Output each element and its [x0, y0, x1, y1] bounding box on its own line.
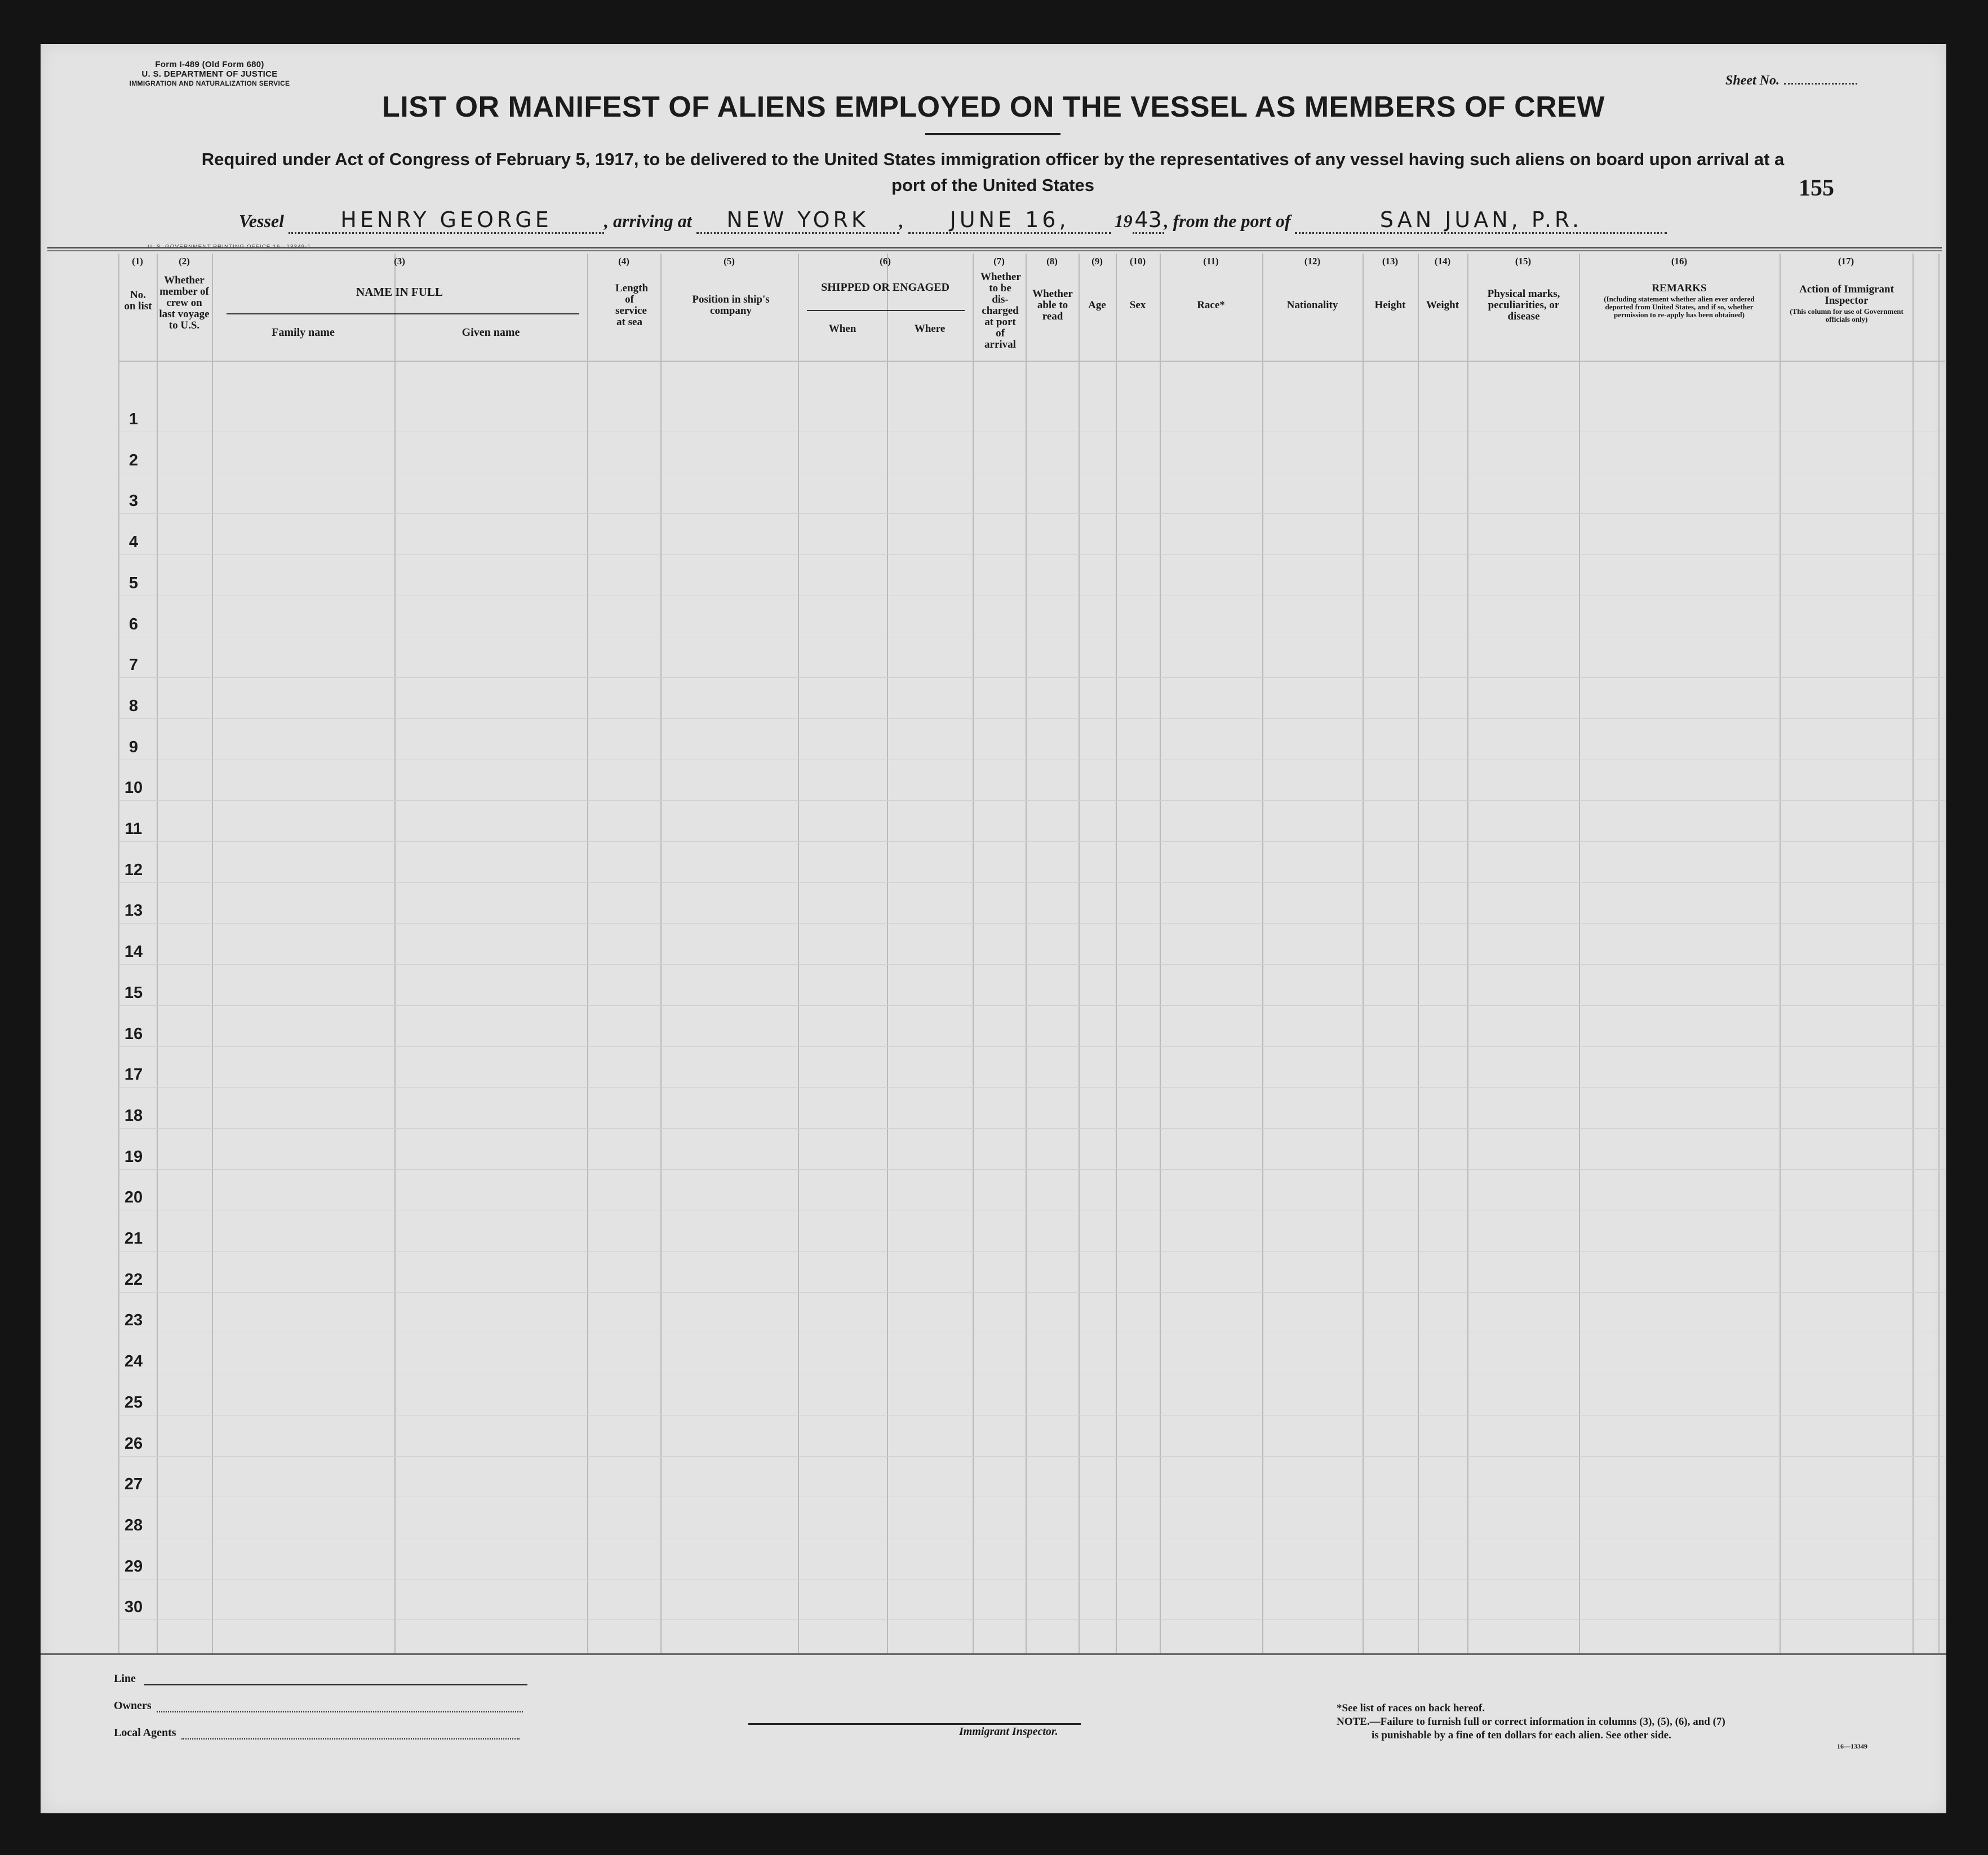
shipped-header-rule [807, 310, 965, 311]
arrival-year-field[interactable]: 43 [1133, 207, 1164, 234]
row-number: 19 [124, 1148, 143, 1166]
penalty-note-line-2: is punishable by a fine of ten dollars for each alien. See other side. [1372, 1729, 1671, 1741]
row-number: 9 [128, 738, 139, 756]
row-number: 21 [124, 1230, 143, 1248]
column-number: (5) [724, 256, 735, 267]
column-divider [212, 254, 213, 1654]
header-given-name: Given name [462, 326, 520, 339]
column-number: (7) [993, 256, 1005, 267]
stamp-number: 155 [1799, 175, 1834, 201]
table-row[interactable] [119, 1619, 1945, 1620]
page-subtitle [119, 147, 1866, 198]
department-name: U. S. DEPARTMENT OF JUSTICE [141, 69, 278, 79]
form-number: Form I-489 (Old Form 680) [155, 60, 264, 69]
row-number: 12 [124, 861, 143, 879]
header-physical-marks: Physical marks, peculiarities, or disease [1487, 288, 1560, 322]
column-divider [1579, 254, 1580, 1654]
header-remarks: REMARKS [1652, 282, 1707, 294]
header-shipped-or-engaged: SHIPPED OR ENGAGED [821, 281, 949, 294]
row-number: 15 [124, 984, 143, 1002]
penalty-note-line-1: NOTE.—Failure to furnish full or correct information in columns (3), (5), (6), and (7) [1337, 1716, 1725, 1728]
row-number: 1 [128, 410, 139, 428]
table-row[interactable] [119, 1169, 1945, 1170]
sheet-number [1725, 73, 1857, 88]
column-divider [887, 254, 888, 1654]
column-divider [1467, 254, 1468, 1654]
column-number: (3) [394, 256, 405, 267]
subtitle-line-1: Required under Act of Congress of February 5, 1917, to be delivered to the United States immigration officer by the representatives of any vessel having such aliens on board upon arrival at a [201, 149, 1785, 169]
row-number: 17 [124, 1066, 143, 1084]
service-name: IMMIGRATION AND NATURALIZATION SERVICE [129, 79, 290, 87]
column-number: (9) [1091, 256, 1103, 267]
column-number: (2) [179, 256, 190, 267]
header-height: Height [1374, 299, 1406, 311]
owners-label: Owners [114, 1699, 152, 1712]
table-row[interactable] [119, 1456, 1945, 1457]
title-underline [925, 133, 1060, 135]
row-number: 4 [128, 533, 139, 551]
line-input[interactable] [144, 1684, 527, 1685]
arriving-port-field[interactable]: NEW YORK [696, 207, 899, 234]
column-number: (12) [1304, 256, 1321, 267]
row-number: 13 [124, 902, 143, 920]
table-top-rule [47, 247, 1942, 248]
header-inspector-note: (This column for use of Government officials only) [1790, 307, 1903, 323]
row-number: 11 [125, 820, 143, 838]
table-row[interactable] [119, 1292, 1945, 1293]
column-divider [1418, 254, 1419, 1654]
column-number: (4) [618, 256, 629, 267]
column-number: (16) [1671, 256, 1688, 267]
row-number: 2 [128, 451, 139, 469]
row-number: 6 [128, 615, 139, 633]
column-divider [1026, 254, 1027, 1654]
form-code: 16—13349 [1837, 1742, 1867, 1750]
row-number: 3 [128, 492, 139, 510]
from-port-label: , from the port of [1164, 211, 1291, 231]
column-divider [973, 254, 974, 1654]
table-row[interactable] [119, 841, 1945, 842]
line-field [114, 1672, 527, 1685]
row-number: 10 [124, 779, 143, 797]
column-divider [798, 254, 799, 1654]
column-number: (14) [1434, 256, 1451, 267]
manifest-sheet [41, 44, 1946, 1813]
arriving-label: , arriving at [604, 211, 692, 231]
table-row[interactable] [119, 964, 1945, 965]
from-port-field[interactable]: SAN JUAN, P.R. [1295, 207, 1667, 234]
row-number: 20 [124, 1188, 143, 1206]
header-where: Where [914, 323, 946, 335]
row-number: 7 [128, 656, 139, 674]
column-divider [1079, 254, 1080, 1654]
name-header-rule [227, 313, 579, 314]
agents-input[interactable] [181, 1738, 520, 1739]
row-number: 25 [124, 1394, 143, 1412]
row-number: 23 [124, 1311, 143, 1329]
row-number: 5 [128, 574, 139, 592]
header-length-of-service: Length of service at sea [615, 282, 649, 328]
header-no-on-list: No. on list [124, 289, 152, 312]
column-number: (13) [1382, 256, 1399, 267]
row-number: 16 [124, 1025, 143, 1043]
column-divider [660, 254, 662, 1654]
row-number: 24 [124, 1352, 143, 1370]
column-number: (10) [1129, 256, 1146, 267]
header-race: Race* [1197, 299, 1225, 311]
column-number: (6) [880, 256, 891, 267]
year-prefix: 19 [1114, 211, 1133, 231]
header-position: Position in ship's company [692, 294, 770, 317]
row-number: 22 [124, 1271, 143, 1289]
vessel-line: Vessel HENRY GEORGE , arriving at NEW YORK , JUNE 16, 19 43 , from the port of SAN JUAN, P.R. [239, 207, 1667, 234]
header-weight: Weight [1426, 299, 1459, 311]
row-number: 30 [124, 1598, 143, 1616]
header-name-in-full: NAME IN FULL [356, 285, 443, 299]
form-identifier [114, 60, 305, 88]
owners-field [114, 1699, 523, 1712]
table-row[interactable] [119, 800, 1945, 801]
table-row[interactable] [119, 1128, 1945, 1129]
row-number: 18 [124, 1107, 143, 1125]
printer-imprint: U. S. GOVERNMENT PRINTING OFFICE 16—13349-1 [148, 244, 312, 250]
column-number: (17) [1838, 256, 1854, 267]
header-inspector-action: Action of Immigrant Inspector [1799, 283, 1894, 307]
row-number: 8 [128, 697, 139, 715]
footnote [1337, 1702, 1900, 1742]
table-bottom-rule [41, 1653, 1946, 1655]
owners-input[interactable] [157, 1711, 523, 1712]
table-row[interactable] [119, 923, 1945, 924]
column-divider [1912, 254, 1914, 1654]
row-number: 27 [124, 1475, 143, 1493]
header-when: When [828, 323, 857, 335]
page-title: LIST OR MANIFEST OF ALIENS EMPLOYED ON THE VESSEL AS MEMBERS OF CREW [382, 91, 1605, 123]
column-number: (15) [1515, 256, 1532, 267]
column-divider [1780, 254, 1781, 1654]
vessel-label: Vessel [239, 211, 284, 231]
inspector-label: Immigrant Inspector. [959, 1725, 1058, 1738]
table-row[interactable] [119, 554, 1945, 555]
subtitle-line-2: port of the United States [891, 175, 1094, 195]
column-number: (11) [1203, 256, 1219, 267]
header-age: Age [1088, 299, 1106, 311]
row-number: 29 [124, 1557, 143, 1576]
races-note: *See list of races on back hereof. [1337, 1702, 1485, 1714]
header-sex: Sex [1129, 299, 1146, 311]
arrival-date-field[interactable]: JUNE 16, [908, 207, 1111, 234]
table-row[interactable] [119, 1087, 1945, 1088]
row-number: 26 [124, 1435, 143, 1453]
table-row[interactable] [119, 882, 1945, 883]
header-bottom-rule [119, 361, 1945, 362]
vessel-name-field[interactable]: HENRY GEORGE [289, 207, 604, 234]
column-divider [1938, 254, 1940, 1654]
agents-field [114, 1727, 520, 1739]
table-row[interactable] [119, 513, 1945, 514]
column-divider [1160, 254, 1161, 1654]
agents-label: Local Agents [114, 1727, 176, 1739]
table-row[interactable] [119, 1005, 1945, 1006]
sheet-number-label: Sheet No. [1725, 73, 1780, 88]
header-discharged: Whether to be dis-charged at port of arrival [980, 271, 1021, 350]
table-row[interactable] [119, 1046, 1945, 1047]
header-nationality: Nationality [1286, 299, 1338, 311]
line-label: Line [114, 1672, 136, 1685]
column-divider [587, 254, 588, 1654]
row-number: 14 [124, 943, 143, 961]
table-row[interactable] [119, 718, 1945, 719]
column-number: (1) [132, 256, 143, 267]
column-divider [1116, 254, 1117, 1654]
row-number: 28 [124, 1516, 143, 1534]
table-row[interactable] [119, 1251, 1945, 1252]
table-row[interactable] [119, 677, 1945, 678]
column-divider [394, 254, 396, 1654]
column-divider [1363, 254, 1364, 1654]
header-able-to-read: Whether able to read [1032, 288, 1073, 322]
inspector-signature-line[interactable] [748, 1723, 1081, 1725]
column-number: (8) [1046, 256, 1058, 267]
column-divider [1262, 254, 1263, 1654]
table-top-rule-inner [47, 250, 1942, 251]
sheet-number-field[interactable] [1784, 83, 1857, 85]
header-remarks-note: (Including statement whether alien ever ordered deported from United States, and if so, whether permission to re-apply has been obtained) [1604, 295, 1755, 319]
header-family-name: Family name [272, 326, 335, 339]
header-crew-last-voyage: Whether member of crew on last voyage to U.S. [159, 274, 210, 331]
